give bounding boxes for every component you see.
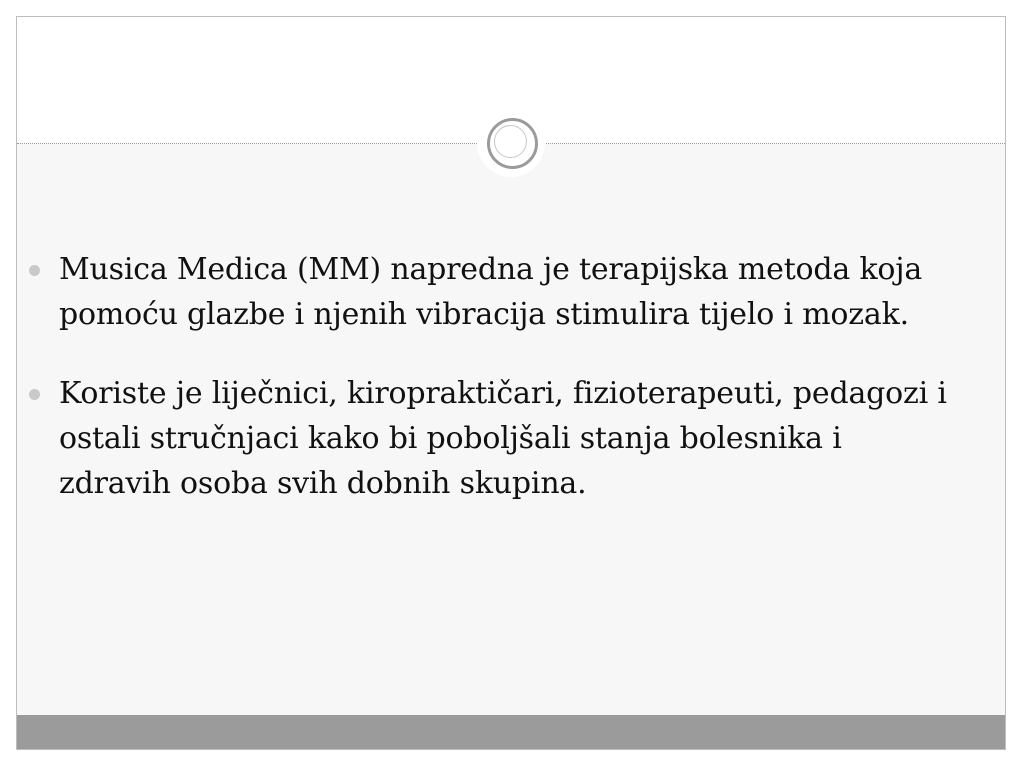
bullet-item-musica-medica	[17, 247, 959, 337]
bullet-text: Koriste je liječnici, kiropraktičari, fizioterapeuti, pedagozi i ostali stručnjaci kako bi poboljšali stanja bolesnika i zdravih osoba svih dobnih skupina.	[59, 376, 947, 501]
bullet-text: Musica Medica (MM) napredna je terapijska metoda koja pomoću glazbe i njenih vibracija stimulira tijelo i mozak.	[59, 252, 923, 332]
circle-ornament-inner	[494, 125, 527, 158]
bullet-list	[17, 247, 1006, 540]
footer-bar	[17, 715, 1005, 749]
bullet-item-users	[17, 371, 959, 506]
bullet-marker-icon	[29, 265, 40, 276]
bullet-marker-icon	[29, 389, 40, 400]
slide	[16, 16, 1006, 750]
circle-ornament-icon	[487, 118, 538, 169]
